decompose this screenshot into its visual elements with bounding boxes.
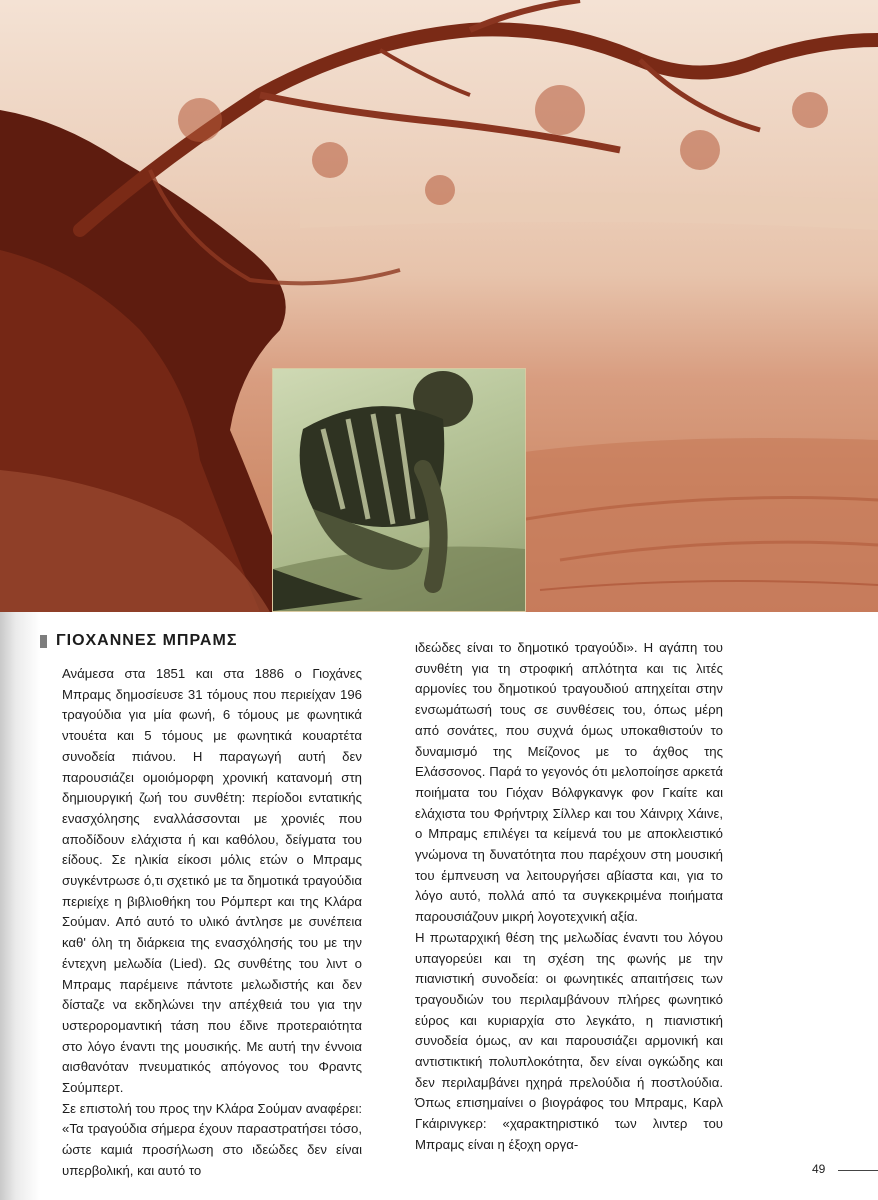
left-text-column bbox=[62, 664, 362, 1182]
page-number: 49 bbox=[812, 1162, 826, 1176]
right-text-column bbox=[415, 638, 723, 1156]
child-at-water-scene bbox=[273, 369, 525, 611]
paragraph: Σε επιστολή του προς την Κλάρα Σούμαν αναφέρει: «Τα τραγούδια σήμερα έχουν παραστρατήσει τόσο, ώστε καμιά προσήλωση στο ιδεώδες δεν είναι υπερβολική, και αυτό το bbox=[62, 1100, 362, 1178]
article-heading: ΓΙΟΧΑΝΝΕΣ ΜΠΡΑΜΣ bbox=[56, 632, 238, 649]
paragraph: ιδεώδες είναι το δημοτικό τραγούδι». Η αγάπη του συνθέτη για τη στροφική απλότητα και τις λιτές αρμονίες του δημοτικού τραγουδιού απηχείται στην ενσωμάτωσή τους σε συνθέσεις του, όπως μέρη από σονάτες, που συχνά όμως υποκαθιστούν το δυναμισμό της Μείζονος με το άχθος της Ελάσσονος. Παρά το γεγονός ότι μελοποίησε αρκετά ποιήματα του Γιόχαν Βόλφγκανγκ φον Γκαίτε και ελάχιστα του Φρήντριχ Σίλλερ και του Χάινριχ Χάινε, ο Μπραμς επιλέγει τα κείμενά του με αποκλειστικό γνώμονα τη δυνατότητα που παρέχουν στη μουσική του έμπνευση να λειτουργήσει αβίαστα και, για το λόγο αυτό, πολλά από τα συγκεκριμένα ποιήματα παρουσιάζουν μικρή λογοτεχνική αξία. bbox=[415, 640, 723, 925]
paragraph: Ανάμεσα στα 1851 και στα 1886 ο Γιοχάνες Μπραμς δημοσίευσε 31 τόμους που περιείχαν 196 τραγούδια για μία φωνή, 6 τόμους με φωνητικά ντουέτα και 5 τόμους με φωνητικά κουαρτέτα συνοδεία πιάνου. Η παραγωγή αυτή δεν παρουσιάζει ομοιόμορφη χρονική κατανομή στη δημιουργική ζωή του συνθέτη: περίοδοι εντατικής ενασχόλησης εναλλάσσονται με χρονιές που αποδίδουν ελάχιστα ή και καθόλου, δείγματα του είδους. Σε ηλικία είκοσι μόλις ετών ο Μπραμς συγκέντρωσε ό,τι σχετικό με τα δημοτικά τραγούδια περιείχε η βιβλιοθήκη του Ρόμπερτ και της Κλάρα Σούμαν. Από αυτό το υλικό άντλησε με συνέπεια καθ' όλη τη διάρκεια της ενασχόλησής του με την έντεχνη μελωδία (Lied). Ως συνθέτης του λιντ ο Μπραμς παρέμεινε πάντοτε μελωδιστής και δεν δίσταζε να εκδηλώνει την απέχθειά του για την υστερορομαντική τάση που έδινε προτεραιότητα στο λόγο έναντι της μουσικής. Με αυτή την έννοια αισθανόταν πνευματικός απόγονος του Φραντς Σούμπερτ. bbox=[62, 666, 362, 1096]
inset-photograph-child bbox=[272, 368, 526, 612]
article-heading-row bbox=[40, 632, 237, 650]
heading-marker bbox=[40, 635, 47, 648]
page-number-rule bbox=[838, 1170, 878, 1171]
paragraph: Η πρωταρχική θέση της μελωδίας έναντι του λόγου υπαγορεύει και τη σχέση της φωνής με την πιανιστική συνοδεία: οι φωνητικές απαιτήσεις των τραγουδιών του περιλαμβάνουν πλήρες φωνητικό εύρος και κυριαρχία στο λεγκάτο, η πιανιστική συνοδεία όμως, αν και παρουσιάζει αρμονική και αντιστικτική πολυπλοκότητα, δεν είναι ογκώδης και δεν περιλαμβάνει ηχηρά πρελούδια ή ποστλούδια. Όπως επισημαίνει ο βιογράφος του Μπραμς, Καρλ Γκάιρινγκερ: «χαρακτηριστικό των λιντερ του Μπραμς είναι η έξοχη οργα- bbox=[415, 929, 723, 1152]
page-gutter-shadow bbox=[0, 612, 40, 1200]
